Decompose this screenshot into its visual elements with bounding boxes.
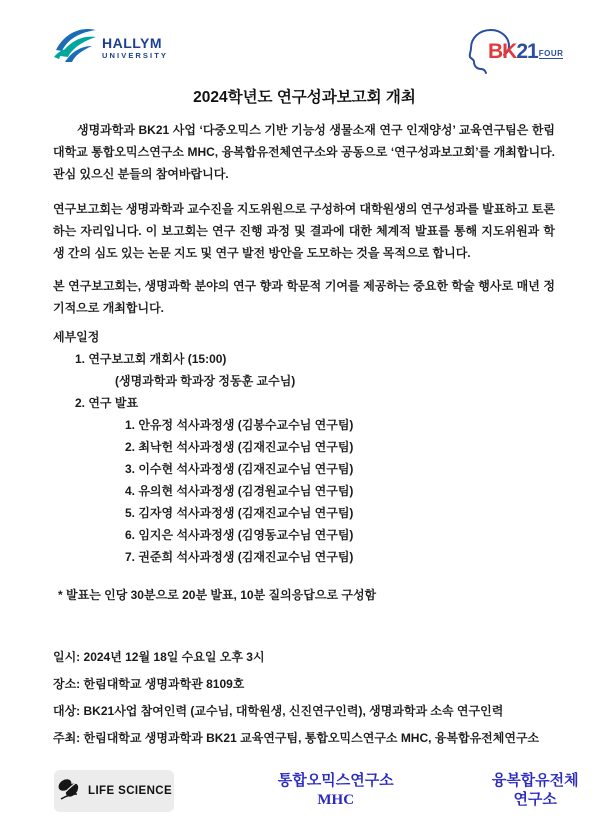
purpose-paragraph: 연구보고회는 생명과학과 교수진을 지도위원으로 구성하여 대학원생의 연구성과를 발표하고 토론하는 자리입니다. 이 보고회는 연구 진행 과정 및 결과에 대한 체계적 발표를 통해 지도위원과 학생 간의 심도 있는 논문 지도 및 연구 발전 방안을 도모하는 것을 목적으로 합니다. (53, 202, 555, 260)
schedule-item-opening-sub: (생명과학과 학과장 정동훈 교수님) (115, 374, 296, 388)
bk21-num-label: 21 (516, 40, 538, 63)
hallym-university-label: UNIVERSITY (102, 51, 169, 60)
intro-paragraph: 생명과학과 BK21 사업 ‘다중오믹스 기반 기능성 생물소재 연구 인재양성’ 교육연구팀은 한림대학교 통합오믹스연구소 MHC, 융복합유전체연구소와 공동으로 ‘연구성과보고회’를 개최합니다. 관심 있으신 분들의 참여바랍니다. (53, 123, 555, 181)
genome-institute-line2: 연구소 (513, 792, 557, 808)
schedule-item-presentations: 2. 연구 발표 (75, 396, 139, 410)
detail-datetime: 일시: 2024년 12월 18일 수요일 오후 3시 (53, 650, 265, 664)
mhc-institute-label (252, 772, 419, 810)
presentation-item: 3. 이수현 석사과정생 (김재진교수님 연구팀) (125, 462, 354, 476)
detail-audience: 대상: BK21사업 참여인력 (교수님, 대학원생, 신진연구인력), 생명과학과 소속 연구인력 (53, 704, 504, 718)
hallym-name-label: HALLYM (102, 35, 163, 51)
document-body (0, 119, 609, 749)
page-title: 2024학년도 연구성과보고회 개최 (193, 89, 416, 106)
schedule-note: * 발표는 인당 30분으로 20분 발표, 10분 질의응답으로 구성함 (58, 588, 377, 602)
schedule-section (53, 326, 555, 606)
footer (0, 770, 609, 812)
hallym-wordmark (102, 36, 168, 61)
genome-institute-label (461, 772, 609, 810)
life-science-label: LIFE SCIENCE (88, 785, 173, 797)
bk21-bk-label: BK (488, 40, 517, 63)
bk21-wordmark (488, 40, 563, 64)
presentation-item: 7. 권준희 석사과정생 (김재진교수님 연구팀) (125, 550, 354, 564)
mhc-institute-line2: MHC (317, 792, 355, 808)
detail-host: 주최: 한림대학교 생명과학과 BK21 교육연구팀, 통합오믹스연구소 MHC, 융복합유전체연구소 (53, 731, 540, 745)
presentation-item: 2. 최낙헌 석사과정생 (김재진교수님 연구팀) (125, 440, 354, 454)
life-science-logo (54, 770, 174, 812)
annual-paragraph: 본 연구보고회는, 생명과학 분야의 연구 향과 학문적 기여를 제공하는 중요한 학술 행사로 매년 정기적으로 개최합니다. (53, 279, 555, 315)
mhc-institute-line1: 통합오믹스연구소 (277, 773, 394, 789)
bk21-four-label: FOUR (538, 49, 564, 58)
presentation-item: 5. 김자영 석사과정생 (김재진교수님 연구팀) (125, 506, 354, 520)
hallym-logo (52, 26, 168, 71)
event-details (53, 646, 555, 749)
header (0, 0, 609, 76)
presentation-item: 4. 유의현 석사과정생 (김경원교수님 연구팀) (125, 484, 354, 498)
schedule-item-opening: 1. 연구보고회 개회사 (15:00) (75, 352, 227, 366)
presentation-item: 1. 안유정 석사과정생 (김봉수교수님 연구팀) (125, 418, 354, 432)
genome-institute-line1: 융복합유전체 (491, 773, 579, 789)
presentation-item: 6. 임지은 석사과정생 (김영동교수님 연구팀) (125, 528, 354, 542)
bk21-logo (467, 28, 571, 76)
detail-location: 장소: 한림대학교 생명과학관 8109호 (53, 677, 245, 691)
leaf-icon (56, 776, 82, 807)
schedule-heading: 세부일정 (53, 330, 100, 344)
hallym-wave-icon (52, 26, 98, 71)
